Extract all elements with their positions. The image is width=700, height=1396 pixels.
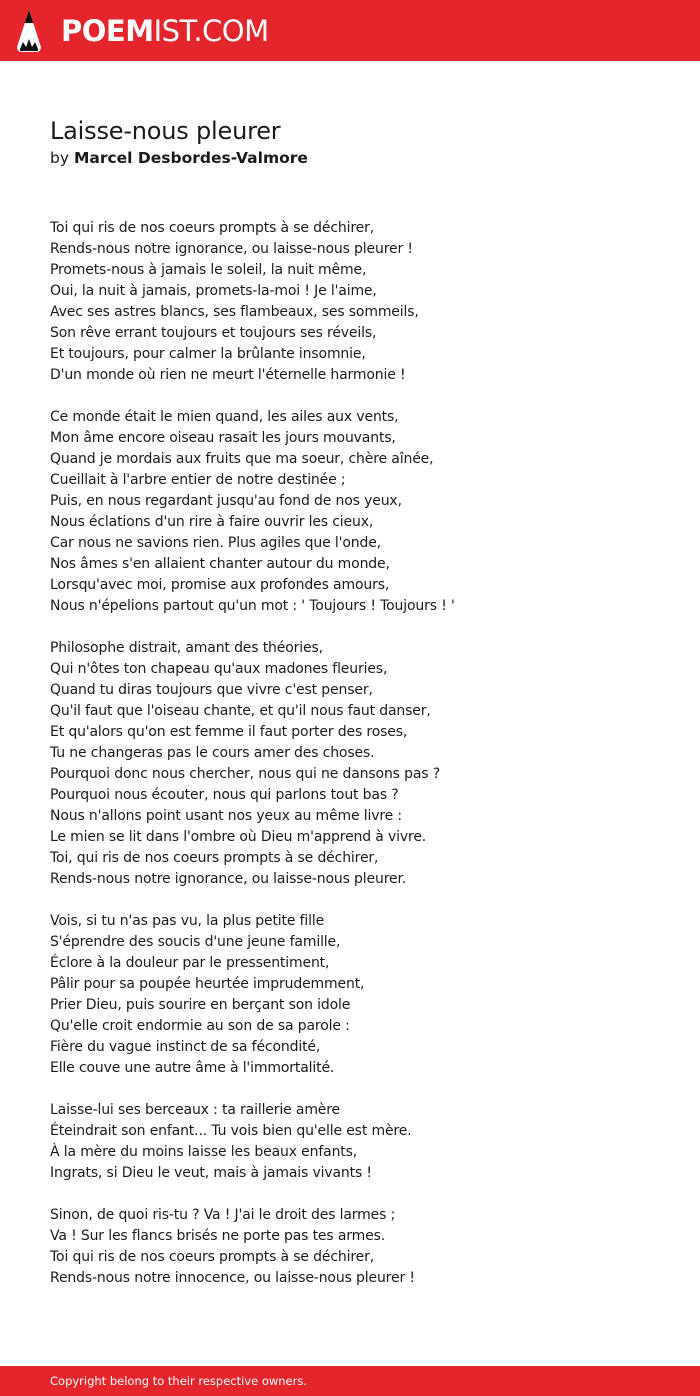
- logo-wordmark-light: IST.COM: [153, 14, 269, 48]
- poem-line: Pourquoi nous écouter, nous qui parlons tout bas ?: [50, 787, 399, 803]
- poem-line: Pourquoi donc nous chercher, nous qui ne dansons pas ?: [50, 766, 441, 782]
- poem-line: Son rêve errant toujours et toujours ses réveils,: [50, 325, 377, 341]
- stanza: [50, 407, 670, 617]
- poem-line: Oui, la nuit à jamais, promets-la-moi ! Je l'aime,: [50, 283, 377, 299]
- stanza: [50, 638, 670, 890]
- poem-line: Pâlir pour sa poupée heurtée imprudemment,: [50, 976, 365, 992]
- copyright-text: Copyright belong to their respective owners.: [50, 1374, 308, 1388]
- poem-line: Et qu'alors qu'on est femme il faut porter des roses,: [50, 724, 408, 740]
- poem-title: Laisse-nous pleurer: [50, 117, 281, 145]
- poem-line: Quand tu diras toujours que vivre c'est penser,: [50, 682, 373, 698]
- stanza: [50, 1100, 670, 1184]
- poem-line: À la mère du moins laisse les beaux enfants,: [50, 1144, 358, 1160]
- poem-line: Rends-nous notre ignorance, ou laisse-nous pleurer !: [50, 241, 413, 257]
- author-name: Marcel Desbordes-Valmore: [73, 149, 308, 167]
- poem-line: Quand je mordais aux fruits que ma soeur, chère aînée,: [50, 451, 434, 467]
- poem-line: Fière du vague instinct de sa fécondité,: [50, 1039, 321, 1055]
- poem-line: Toi qui ris de nos coeurs prompts à se déchirer,: [50, 1249, 375, 1265]
- poem-body: [50, 218, 670, 1310]
- stanza: [50, 911, 670, 1079]
- poem-line: Nous éclations d'un rire à faire ouvrir les cieux,: [50, 514, 374, 530]
- poem-line: Rends-nous notre innocence, ou laisse-nous pleurer !: [50, 1270, 415, 1286]
- poem-line: Sinon, de quoi ris-tu ? Va ! J'ai le droit des larmes ;: [50, 1207, 396, 1223]
- poem-line: S'éprendre des soucis d'une jeune famille,: [50, 934, 341, 950]
- poem-line: Cueillait à l'arbre entier de notre destinée ;: [50, 472, 346, 488]
- logo-wordmark-bold: POEM: [61, 14, 154, 48]
- poem-line: Nous n'épelions partout qu'un mot : ' Toujours ! Toujours ! ': [50, 598, 455, 614]
- poem-line: Qui n'ôtes ton chapeau qu'aux madones fleuries,: [50, 661, 388, 677]
- poem-line: Tu ne changeras pas le cours amer des choses.: [50, 745, 375, 761]
- top-bar: [0, 0, 700, 61]
- poem-line: Car nous ne savions rien. Plus agiles que l'onde,: [50, 535, 381, 551]
- poem-line: Lorsqu'avec moi, promise aux profondes amours,: [50, 577, 390, 593]
- poem-line: Le mien se lit dans l'ombre où Dieu m'apprend à vivre.: [50, 829, 427, 845]
- poem-line: Qu'il faut que l'oiseau chante, et qu'il nous faut danser,: [50, 703, 431, 719]
- poem-line: Ce monde était le mien quand, les ailes aux vents,: [50, 409, 399, 425]
- stanza: [50, 1205, 670, 1289]
- poem-line: Éclore à la douleur par le pressentiment,: [50, 955, 330, 971]
- poem-line: Rends-nous notre ignorance, ou laisse-nous pleurer.: [50, 871, 407, 887]
- poem-line: Ingrats, si Dieu le veut, mais à jamais vivants !: [50, 1165, 372, 1181]
- poem-line: Puis, en nous regardant jusqu'au fond de nos yeux,: [50, 493, 402, 509]
- poem-line: Et toujours, pour calmer la brûlante insomnie,: [50, 346, 366, 362]
- poem-line: Vois, si tu n'as pas vu, la plus petite fille: [50, 913, 325, 929]
- poem-line: Nous n'allons point usant nos yeux au même livre :: [50, 808, 402, 824]
- pencil-tip-icon: [16, 9, 42, 53]
- poem-line: Toi qui ris de nos coeurs prompts à se déchirer,: [50, 220, 375, 236]
- poem-line: Promets-nous à jamais le soleil, la nuit même,: [50, 262, 367, 278]
- byline-prefix: by: [50, 149, 70, 167]
- poem-line: D'un monde où rien ne meurt l'éternelle harmonie !: [50, 367, 406, 383]
- poem-line: Prier Dieu, puis sourire en berçant son idole: [50, 997, 351, 1013]
- poem-line: Va ! Sur les flancs brisés ne porte pas tes armes.: [50, 1228, 386, 1244]
- poem-line: Éteindrait son enfant... Tu vois bien qu'elle est mère.: [50, 1123, 412, 1139]
- site-logo[interactable]: [16, 9, 269, 53]
- poem-line: Mon âme encore oiseau rasait les jours mouvants,: [50, 430, 396, 446]
- footer-bar: [0, 1366, 700, 1396]
- poem-line: Avec ses astres blancs, ses flambeaux, ses sommeils,: [50, 304, 419, 320]
- poem-line: Nos âmes s'en allaient chanter autour du monde,: [50, 556, 390, 572]
- poem-line: Toi, qui ris de nos coeurs prompts à se déchirer,: [50, 850, 379, 866]
- poem-line: Laisse-lui ses berceaux : ta raillerie amère: [50, 1102, 341, 1118]
- stanza: [50, 218, 670, 386]
- poem-line: Qu'elle croit endormie au son de sa parole :: [50, 1018, 350, 1034]
- poem-line: Philosophe distrait, amant des théories,: [50, 640, 323, 656]
- byline: [50, 147, 308, 169]
- poem-line: Elle couve une autre âme à l'immortalité.: [50, 1060, 335, 1076]
- logo-wordmark: [61, 9, 269, 53]
